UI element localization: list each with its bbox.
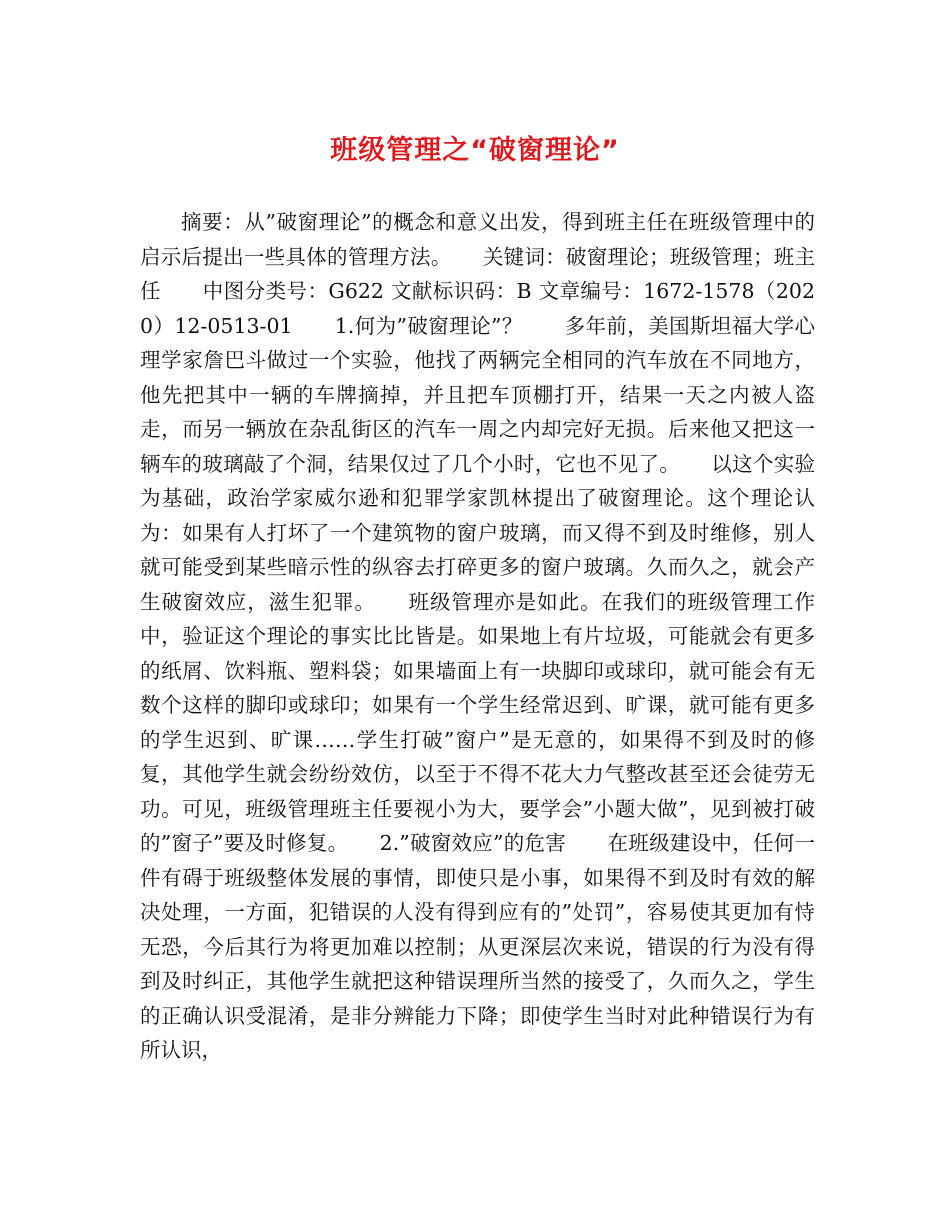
document-title: 班级管理之“破窗理论” [330, 135, 620, 166]
document-body: 摘要：从”破窗理论”的概念和意义出发，得到班主任在班级管理中的启示后提出一些具体的管理方法。 关键词：破窗理论；班级管理；班主任 中图分类号：G622 文献标识码：B 文章编号：1672-1578（2020）12-0513-01 1.何为”破窗理论”？ 多年前，美国斯坦福大学心理学家詹巴斗做过一个实验，他找了两辆完全相同的汽车放在不同地方，他先把其中一辆的车牌摘掉，并且把车顶棚打开，结果一天之内被人盗走，而另一辆放在杂乱街区的汽车一周之内却完好无损。后来他又把这一辆车的玻璃敲了个洞，结果仅过了几个小时，它也不见了。 以这个实验为基础，政治学家威尔逊和犯罪学家凯林提出了破窗理论。这个理论认为：如果有人打坏了一个建筑物的窗户玻璃，而又得不到及时维修，别人就可能受到某些暗示性的纵容去打碎更多的窗户玻璃。久而久之，就会产生破窗效应，滋生犯罪。 班级管理亦是如此。在我们的班级管理工作中，验证这个理论的事实比比皆是。如果地上有片垃圾，可能就会有更多的纸屑、饮料瓶、塑料袋；如果墙面上有一块脚印或球印，就可能会有无数个这样的脚印或球印；如果有一个学生经常迟到、旷课，就可能有更多的学生迟到、旷课……学生打破”窗户”是无意的，如果得不到及时的修复，其他学生就会纷纷效仿，以至于不得不花大力气整改甚至还会徒劳无功。可见，班级管理班主任要视小为大，要学会”小题大做”，见到被打破的”窗子”要及时修复。 2.”破窗效应”的危害 在班级建设中，任何一件有碍于班级整体发展的事情，即使只是小事，如果得不到及时有效的解决处理，一方面，犯错误的人没有得到应有的”处罚”，容易使其更加有恃无恐，今后其行为将更加难以控制；从更深层次来说，错误的行为没有得到及时纠正，其他学生就把这种错误理所当然的接受了，久而久之，学生的正确认识受混淆，是非分辨能力下降；即使学生当时对此种错误行为有所认识， [140, 210, 815, 1062]
